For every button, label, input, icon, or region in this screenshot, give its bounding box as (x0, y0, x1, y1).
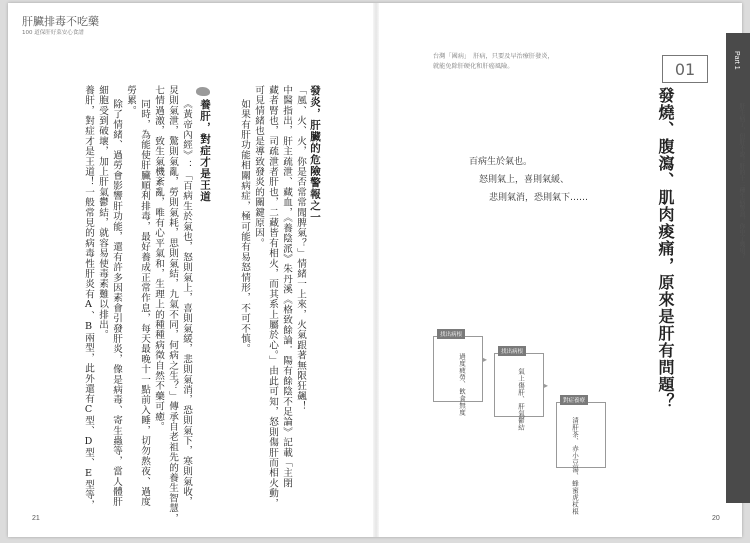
paragraph-line: 勞累。 (125, 85, 136, 116)
page-number-left: 21 (32, 515, 40, 522)
paragraph-line: 如果有肝功能相關病症，極可能有易怒情形，不可不慎。 (239, 99, 250, 354)
flow-step-3 (556, 402, 606, 515)
book-gutter (373, 3, 379, 537)
chapter-title: 發燒、腹瀉、肌肉痠痛，原來是肝有問題？ (656, 87, 675, 410)
running-header-subtitle: 100 道保肝好菜安心食譜 (22, 30, 84, 36)
paragraph-line: 《黃帝內經》：「百病生於氣也，怒則氣上，喜則氣緩，悲則氣消，恐則氣下，寒則氣收， (181, 99, 192, 507)
page-number-right: 20 (712, 515, 720, 522)
flow-step-label: 找出病根 (437, 329, 465, 339)
chapter-number-box (662, 55, 708, 83)
book-spread (8, 3, 745, 537)
running-header-title: 肝臟排毒不吃藥 (22, 15, 99, 28)
flow-step-label: 找出病根 (498, 346, 526, 356)
section-heading-nourish-liver: 養肝，對症才是王道 (199, 99, 211, 203)
chapter-number: 01 (674, 59, 696, 79)
quote-line: 百病生於氣也。 (469, 157, 533, 167)
paragraph-line: 細胞受到破壞，加上肝氣鬱結，就容易使毒素難以排出。 (97, 85, 108, 340)
flow-step-label: 對症養療 (560, 395, 588, 405)
section-heading-inflammation: 發炎，肝臟的危險警報之一 (309, 85, 321, 223)
arrow-right-icon: ▸ (544, 381, 549, 390)
quote-line: 悲則氣消，恐則氣下…… (489, 193, 589, 203)
paragraph-line: 同時，為能使肝臟順利排毒，最好養成正常作息，每天最晚十一點前入睡，切勿熬夜、過度 (139, 99, 150, 507)
flow-step-1 (433, 336, 483, 416)
flow-step-text: 氣上傷肝、肝氣鬱結 (517, 368, 525, 431)
paragraph-line: 七情過激，致生氣機紊亂，唯有心平氣和，生理上的種種病徵自然不藥可癒。 (153, 85, 164, 432)
intro-line: 就能免除肝硬化和肝癌風險。 (433, 63, 514, 70)
chapter-intro (433, 52, 554, 72)
flow-step-2 (494, 353, 544, 431)
part-subtitle: 肝生病了，但肝不說！肝的十二種生病警訊，你中了幾項？ (738, 103, 745, 259)
paragraph-line: 可見情緒也是導致發炎的關鍵原因。 (253, 85, 264, 249)
section-bullet-icon (196, 87, 210, 96)
paragraph-line: 除了情緒、過勞會影響肝功能，還有許多因素會引發肝炎，像是病毒、寄生蟲等，當人體肝 (111, 99, 122, 507)
part-label: Part 1 (733, 51, 740, 70)
flow-step-text: 清肝茶、赤小豆湯、蜂蜜虎杖根 (571, 417, 579, 515)
paragraph-line: 中醫指出，肝主疏泄、藏血，《養陰派》朱丹溪《格致餘論．陽有餘陰不足論》記載「主閉 (281, 85, 292, 489)
paragraph-line: 「風、火、火，你是否常常聞脾氣？」情緒一上來，火氣跟著無限狂飆！ (295, 85, 306, 412)
intro-line: 台灣「國病」 肝病，只要及早治療肝發炎， (433, 53, 554, 60)
paragraph-line: 養肝，對症才是王道！一般常見的病毒性肝炎有A、B兩型，此外還有C型、D型、E型等， (83, 85, 94, 511)
flow-step-text: 過度疲勞、飲食無度 (458, 353, 466, 416)
quote-line: 怒則氣上，喜則氣緩、 (479, 175, 570, 185)
paragraph-line: 炅則氣泄，驚則氣亂，勞則氣耗，思則氣結，九氣不同，何病之生？」傳承自老祖先的養生智慧， (167, 85, 178, 524)
pull-quote (469, 153, 588, 207)
arrow-right-icon: ▸ (483, 355, 488, 364)
paragraph-line: 藏者腎也，司疏泄者肝也，二藏皆有相火，而其系上屬於心。」由此可知，怒則傷肝而相火動， (267, 85, 278, 509)
